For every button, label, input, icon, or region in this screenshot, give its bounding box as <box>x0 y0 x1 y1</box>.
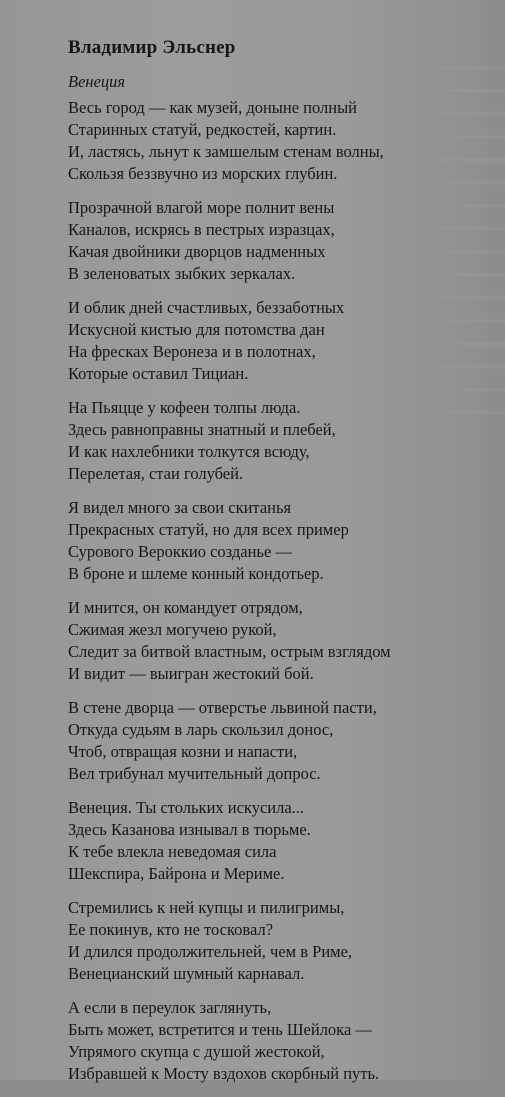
poem-line: Которые оставил Тициан. <box>68 364 249 383</box>
poem-line: И как нахлебники толкутся всюду, <box>68 442 310 461</box>
poem-line: На Пьяцце у кофеен толпы люда. <box>68 398 301 417</box>
poem-line: На фресках Веронеза и в полотнах, <box>68 342 316 361</box>
poem-line: Сжимая жезл могучею рукой, <box>68 620 277 639</box>
poem-line: Прекрасных статуй, но для всех пример <box>68 520 349 539</box>
show-through-text: ~~~~~~~~ ~~~~~~~ ~~~~~~~~ ~~~~~~ ~~~~~~~~ ~~~~~~~ ~~~~~ ~~~~~~~~ ~~~~~~~ ~~~~~~ ~~~~~~~~ ~~~~~~~ ~~~~~~ ~~~~~~~~ ~~~~~ ~~~~~~~ <box>440 61 505 422</box>
poem-line: К тебе влекла неведомая сила <box>68 842 277 861</box>
poem-line: Венецианский шумный карнавал. <box>68 964 305 983</box>
poem-line: Упрямого скупца с душой жестокой, <box>68 1042 325 1061</box>
poem-line: Следит за битвой властным, острым взглядом <box>68 642 391 661</box>
poem-line: Избравшей к Мосту вздохов скорбный путь. <box>68 1064 380 1083</box>
stanza <box>68 297 488 385</box>
poem-line: Быть может, встретится и тень Шейлока — <box>68 1020 372 1039</box>
poem-line: Весь город — как музей, доныне полный <box>68 98 358 117</box>
poem-line: Ее покинув, кто не тосковал? <box>68 920 274 939</box>
poem-block <box>68 36 488 1097</box>
poem-line: Я видел много за свои скитанья <box>68 498 292 517</box>
stanza <box>68 997 488 1085</box>
stanza <box>68 197 488 285</box>
poem-line: Сурового Вероккио созданье — <box>68 542 292 561</box>
poem-line: Откуда судьям в ларь скользил донос, <box>68 720 334 739</box>
poem-line: В зеленоватых зыбких зеркалах. <box>68 264 296 283</box>
stanza <box>68 497 488 585</box>
poem-line: Стремились к ней купцы и пилигримы, <box>68 898 345 917</box>
poem-line: Венеция. Ты стольких искусила... <box>68 798 305 817</box>
poem-line: Здесь равноправны знатный и плебей, <box>68 420 336 439</box>
poem-line: В стене дворца — отверстье львиной пасти, <box>68 698 377 717</box>
poem-line: И мнится, он командует отрядом, <box>68 598 303 617</box>
poem-title: Венеция <box>68 72 126 91</box>
poem-line: И длился продолжительней, чем в Риме, <box>68 942 353 961</box>
stanza <box>68 697 488 785</box>
poem-line: Искусной кистью для потомства дан <box>68 320 325 339</box>
stanza <box>68 797 488 885</box>
poem-line: Здесь Казанова изнывал в тюрьме. <box>68 820 311 839</box>
poem-line: Прозрачной влагой море полнит вены <box>68 198 335 217</box>
author-name: Владимир Эльснер <box>68 37 236 58</box>
poem-line: Чтоб, отвращая козни и напасти, <box>68 742 298 761</box>
poem-line: Качая двойники дворцов надменных <box>68 242 326 261</box>
poem-line: Каналов, искрясь в пестрых изразцах, <box>68 220 335 239</box>
stanza <box>68 597 488 685</box>
poem-line: В броне и шлеме конный кондотьер. <box>68 564 324 583</box>
poem-line: И видит — выигран жестокий бой. <box>68 664 314 683</box>
poem-line: Шекспира, Байрона и Мериме. <box>68 864 285 883</box>
poem-line: Скользя беззвучно из морских глубин. <box>68 164 338 183</box>
poem-line: И, ластясь, льнут к замшелым стенам волны, <box>68 142 384 161</box>
poem-line: А если в переулок заглянуть, <box>68 998 272 1017</box>
stanza <box>68 397 488 485</box>
poem-line: Вел трибунал мучительный допрос. <box>68 764 321 783</box>
poem-line: И облик дней счастливых, беззаботных <box>68 298 345 317</box>
stanza <box>68 97 488 185</box>
poem-line: Старинных статуй, редкостей, картин. <box>68 120 337 139</box>
poem-line: Перелетая, стаи голубей. <box>68 464 244 483</box>
stanza <box>68 897 488 985</box>
